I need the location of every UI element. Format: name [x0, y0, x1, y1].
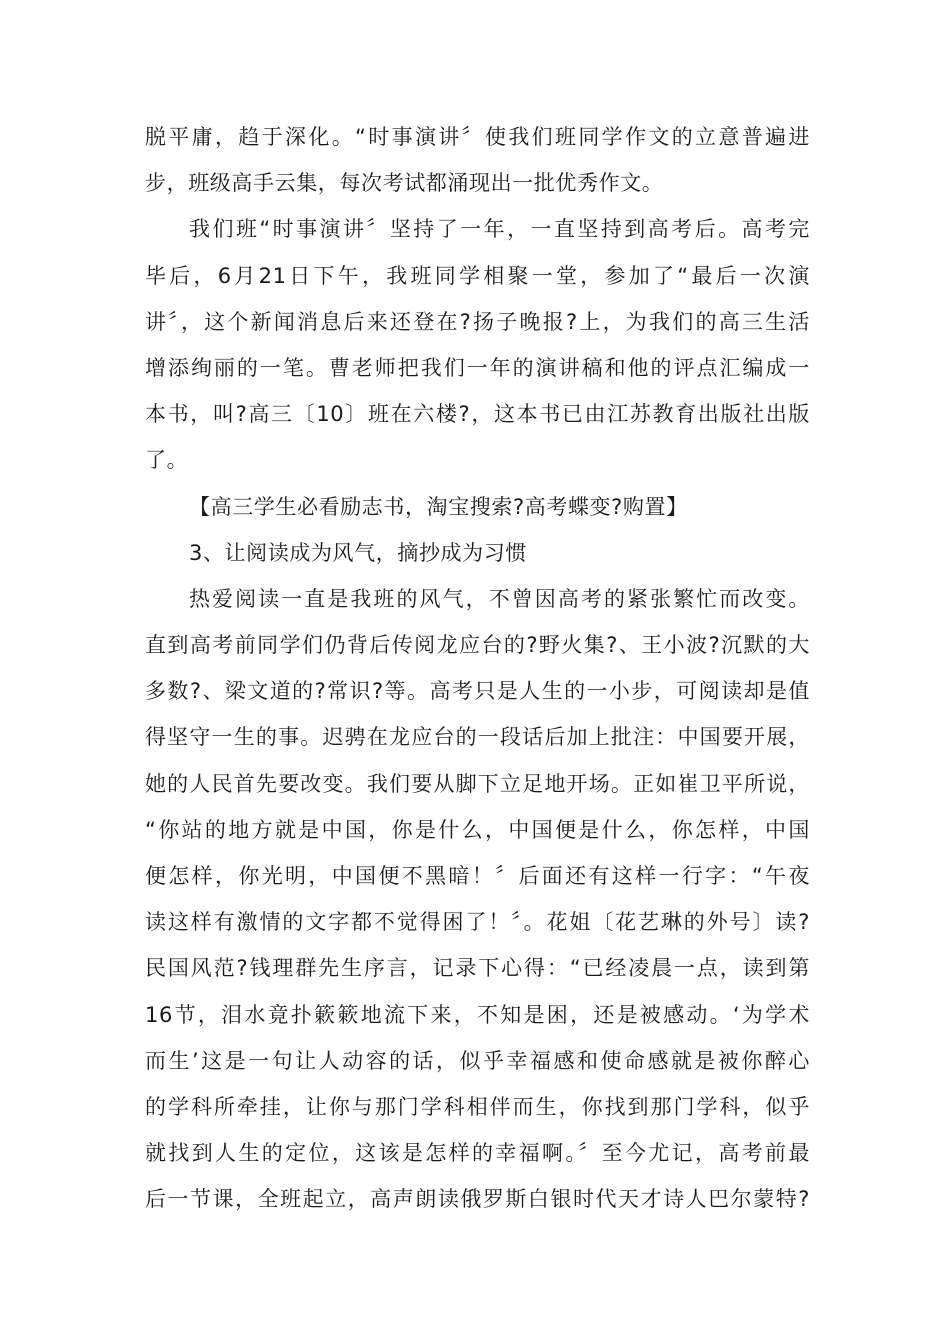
text-line: 热爱阅读一直是我班的风气，不曾因高考的紧张繁忙而改变。	[189, 586, 810, 611]
text-line: 直到高考前同学们仍背后传阅龙应台的?野火集?、王小波?沉默的大	[145, 633, 810, 658]
text-line: 民国风范?钱理群先生序言，记录下心得：“已经凌晨一点，读到第	[145, 956, 810, 981]
text-line: 本书，叫?高三〔10〕班在六楼?，这本书已由江苏教育出版社出版	[145, 402, 810, 427]
text-line: “你站的地方就是中国，你是什么，中国便是什么，你怎样，中国	[145, 817, 810, 842]
text-line: 步，班级高手云集，每次考试都涌现出一批优秀作文。	[145, 171, 664, 196]
text-line: 后一节课，全班起立，高声朗读俄罗斯白银时代天才诗人巴尔蒙特?	[145, 1187, 810, 1212]
text-line: 增添绚丽的一笔。曹老师把我们一年的演讲稿和他的评点汇编成一	[145, 355, 810, 380]
text-line: 【高三学生必看励志书，淘宝搜索?高考蝶变?购置】	[189, 494, 688, 519]
text-line: 脱平庸，趋于深化。“时事演讲〞使我们班同学作文的立意普遍进	[145, 125, 810, 149]
text-line: 16节，泪水竟扑簌簌地流下来，不知是困，还是被感动。‘为学术	[145, 1002, 810, 1027]
text-line: 了。	[145, 448, 189, 473]
text-line: 便怎样，你光明，中国便不黑暗！〞后面还有这样一行字：“午夜	[145, 864, 810, 888]
text-line: 讲〞，这个新闻消息后来还登在?扬子晚报?上，为我们的高三生活	[145, 309, 810, 334]
text-line: 而生’这是一句让人动容的话，似乎幸福感和使命感就是被你醉心	[145, 1048, 810, 1073]
text-line: 的学科所牵挂，让你与那门学科相伴而生，你找到那门学科，似乎	[145, 1094, 810, 1119]
text-line: 就找到人生的定位，这该是怎样的幸福啊。〞至今尤记，高考前最	[145, 1141, 810, 1166]
text-line: 读这样有激情的文字都不觉得困了！〞。花姐〔花艺琳的外号〕读?	[145, 910, 810, 935]
section-heading: 3、让阅读成为风气，摘抄成为习惯	[189, 540, 527, 565]
text-line: 毕后，6月21日下午，我班同学相聚一堂，参加了“最后一次演	[145, 263, 810, 288]
text-line: 得坚守一生的事。迟骋在龙应台的一段话后加上批注：中国要开展，	[145, 725, 810, 750]
document-body	[145, 114, 810, 1223]
text-line: 我们班“时事演讲〞坚持了一年，一直坚持到高考后。高考完	[189, 217, 810, 242]
text-line: 她的人民首先要改变。我们要从脚下立足地开场。正如崔卫平所说，	[145, 771, 810, 796]
text-line: 多数?、梁文道的?常识?等。高考只是人生的一小步，可阅读却是值	[145, 679, 810, 704]
